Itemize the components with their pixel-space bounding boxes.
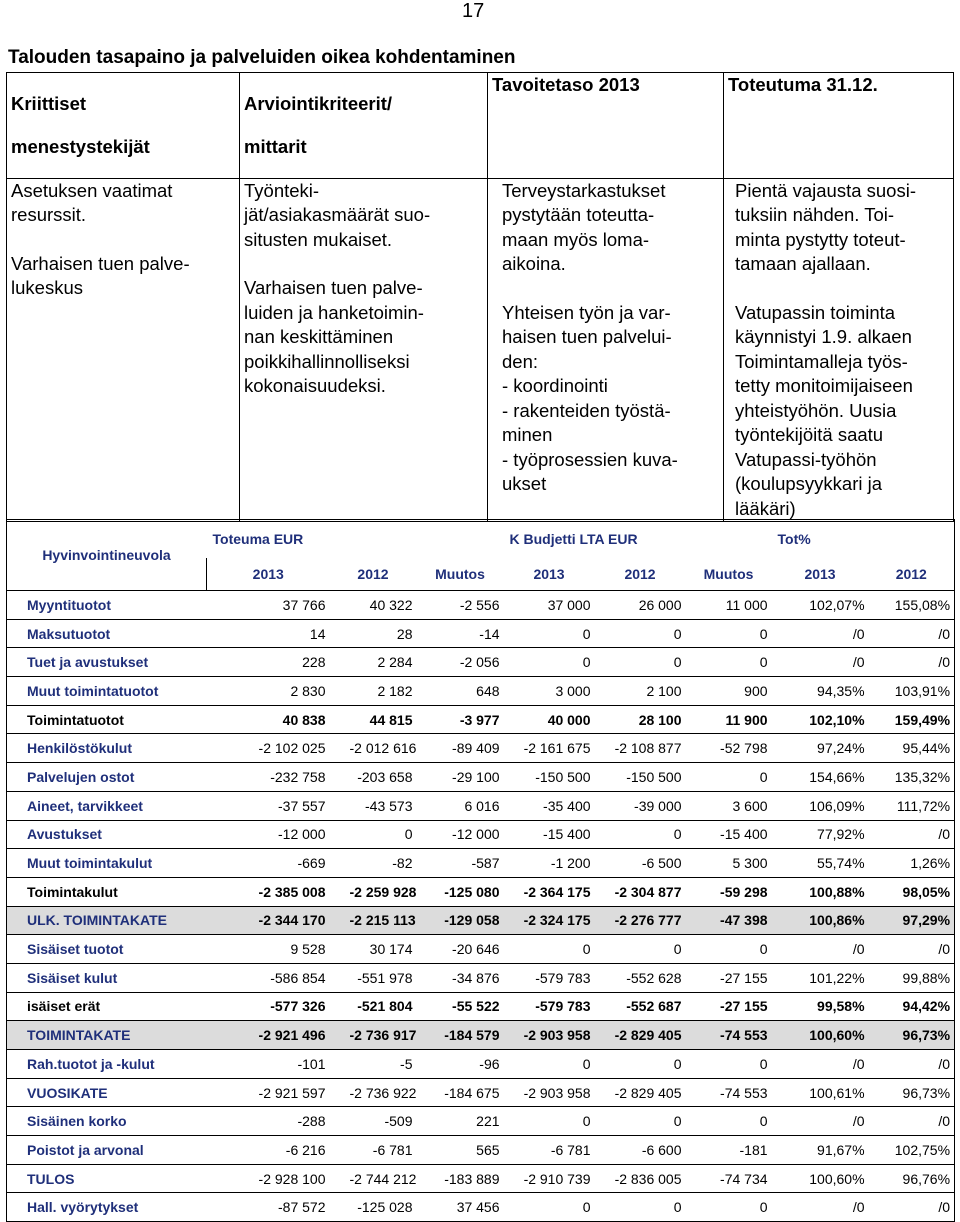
value-cell: 40 838 xyxy=(207,705,330,734)
value-cell: -34 876 xyxy=(417,963,504,992)
cell-line: käynnistyi 1.9. alkaen xyxy=(735,326,912,347)
row-label: Sisäiset tuotot xyxy=(7,935,207,964)
sub-header: Muutos xyxy=(703,566,754,582)
value-cell: 98,05% xyxy=(869,877,955,906)
cell-line: minta pystytty toteut- xyxy=(735,228,906,250)
value-cell: 37 000 xyxy=(504,591,595,620)
value-cell: 135,32% xyxy=(869,763,955,792)
row-label: Hall. vyörytykset xyxy=(7,1193,207,1222)
value-cell: 0 xyxy=(686,619,772,648)
cell-line: lukeskus xyxy=(11,277,83,298)
value-cell: 37 456 xyxy=(417,1193,504,1222)
value-cell: 96,73% xyxy=(869,1021,955,1050)
cell-line: Arviointikriteerit/ xyxy=(244,92,393,114)
value-cell: /0 xyxy=(869,935,955,964)
value-cell: -3 977 xyxy=(417,705,504,734)
value-cell: /0 xyxy=(869,820,955,849)
value-cell: -47 398 xyxy=(686,906,772,935)
value-cell: -15 400 xyxy=(686,820,772,849)
value-cell: 9 528 xyxy=(207,935,330,964)
value-cell: 2 284 xyxy=(330,648,417,677)
value-cell: -2 102 025 xyxy=(207,734,330,763)
value-cell: -2 829 405 xyxy=(595,1021,686,1050)
cell-line: menestystekijät xyxy=(11,135,150,157)
cell-line: Asetuksen vaatimat xyxy=(11,179,173,201)
value-cell: -27 155 xyxy=(686,992,772,1021)
value-cell: 102,10% xyxy=(772,705,869,734)
group-header-row xyxy=(7,520,955,559)
value-cell: -2 836 005 xyxy=(595,1164,686,1193)
cell-line: tamaan ajallaan. xyxy=(735,253,871,274)
cell-line: minen xyxy=(502,424,553,445)
value-cell: -2 385 008 xyxy=(207,877,330,906)
value-cell: -552 687 xyxy=(595,992,686,1021)
value-cell: 2 182 xyxy=(330,677,417,706)
table-row xyxy=(7,591,955,620)
value-cell: 11 900 xyxy=(686,705,772,734)
value-cell: 6 016 xyxy=(417,791,504,820)
cell-line: jät/asiakasmäärät suo- xyxy=(244,204,431,225)
value-cell: 95,44% xyxy=(869,734,955,763)
value-cell: 40 000 xyxy=(504,705,595,734)
value-cell: /0 xyxy=(869,648,955,677)
goals-table xyxy=(6,72,954,522)
table-row xyxy=(7,935,955,964)
cell-line: resurssit. xyxy=(11,204,87,225)
value-cell: 26 000 xyxy=(595,591,686,620)
value-cell: -125 080 xyxy=(417,877,504,906)
table-row xyxy=(7,648,955,677)
value-cell: -2 903 958 xyxy=(504,1078,595,1107)
cell-line xyxy=(244,252,485,276)
value-cell: 159,49% xyxy=(869,705,955,734)
value-cell: -2 736 917 xyxy=(330,1021,417,1050)
group-header: Toteuma EUR xyxy=(207,520,504,559)
value-cell: 97,29% xyxy=(869,906,955,935)
cell-line: (koulupsyykkari ja xyxy=(735,473,883,494)
value-cell: -203 658 xyxy=(330,763,417,792)
cell-line: - koordinointi xyxy=(502,375,608,396)
sub-header: 2013 xyxy=(804,566,836,582)
sub-header: 2013 xyxy=(207,558,330,591)
value-cell: -551 978 xyxy=(330,963,417,992)
value-cell: -577 326 xyxy=(207,992,330,1021)
value-cell: 30 174 xyxy=(330,935,417,964)
value-cell: -43 573 xyxy=(330,791,417,820)
value-cell: -521 804 xyxy=(330,992,417,1021)
value-cell: -586 854 xyxy=(207,963,330,992)
criteria-cell xyxy=(240,178,488,522)
value-cell: /0 xyxy=(772,1107,869,1136)
value-cell: 100,61% xyxy=(772,1078,869,1107)
cell-line: aikoina. xyxy=(502,253,566,274)
cell-line: tetty monitoimijaiseen xyxy=(735,375,913,396)
value-cell: 44 815 xyxy=(330,705,417,734)
value-cell: 28 xyxy=(330,619,417,648)
row-label: ULK. TOIMINTAKATE xyxy=(7,906,207,935)
cell-line: luiden ja hanketoimin- xyxy=(244,301,424,323)
value-cell: 0 xyxy=(504,648,595,677)
value-cell: -52 798 xyxy=(686,734,772,763)
value-cell: 40 322 xyxy=(330,591,417,620)
value-cell: -1 200 xyxy=(504,849,595,878)
value-cell: 14 xyxy=(207,619,330,648)
value-cell: -6 781 xyxy=(330,1136,417,1165)
value-cell: -29 100 xyxy=(417,763,504,792)
value-cell: 102,07% xyxy=(772,591,869,620)
value-cell: 565 xyxy=(417,1136,504,1165)
value-cell: -39 000 xyxy=(595,791,686,820)
value-cell: -509 xyxy=(330,1107,417,1136)
cell-line: Varhaisen tuen palve- xyxy=(11,252,190,274)
value-cell: -6 781 xyxy=(504,1136,595,1165)
value-cell: 2 100 xyxy=(595,677,686,706)
value-cell: 0 xyxy=(686,1193,772,1222)
table-row xyxy=(7,1021,955,1050)
table-row xyxy=(7,677,955,706)
value-cell: -74 553 xyxy=(686,1021,772,1050)
cell-line: Työnteki- xyxy=(244,179,320,201)
cell-line: Pientä vajausta suosi- xyxy=(735,179,916,201)
value-cell: -129 058 xyxy=(417,906,504,935)
value-cell: -96 xyxy=(417,1050,504,1079)
table-row xyxy=(7,877,955,906)
cell-line: maan myös loma- xyxy=(502,228,650,250)
value-cell: 101,22% xyxy=(772,963,869,992)
value-cell: -2 928 100 xyxy=(207,1164,330,1193)
value-cell: -2 829 405 xyxy=(595,1078,686,1107)
row-label: Palvelujen ostot xyxy=(7,763,207,792)
value-cell: 100,88% xyxy=(772,877,869,906)
value-cell: 648 xyxy=(417,677,504,706)
value-cell: 99,58% xyxy=(772,992,869,1021)
value-cell: -2 344 170 xyxy=(207,906,330,935)
table-row xyxy=(7,1164,955,1193)
target-level-cell xyxy=(488,178,724,522)
value-cell: 103,91% xyxy=(869,677,955,706)
row-label: Aineet, tarvikkeet xyxy=(7,791,207,820)
page-number: 17 xyxy=(462,0,485,22)
row-label: Sisäinen korko xyxy=(7,1107,207,1136)
row-label: Sisäiset kulut xyxy=(7,963,207,992)
sub-header: Muutos xyxy=(435,566,485,582)
value-cell: -55 522 xyxy=(417,992,504,1021)
finance-table xyxy=(6,519,955,1222)
value-cell: 154,66% xyxy=(772,763,869,792)
value-cell: 0 xyxy=(686,1107,772,1136)
value-cell: /0 xyxy=(869,1193,955,1222)
value-cell: -59 298 xyxy=(686,877,772,906)
value-cell: 900 xyxy=(686,677,772,706)
sub-header: 2012 xyxy=(624,566,656,582)
value-cell: 106,09% xyxy=(772,791,869,820)
cell-line: Toimintamalleja työs- xyxy=(735,350,908,372)
value-cell: 0 xyxy=(686,763,772,792)
cell-line: Varhaisen tuen palve- xyxy=(244,277,423,298)
value-cell: -14 xyxy=(417,619,504,648)
value-cell: 0 xyxy=(686,935,772,964)
table-row xyxy=(7,1107,955,1136)
row-label: Muut toimintakulut xyxy=(7,849,207,878)
cell-line: - työprosessien kuva- xyxy=(502,448,678,470)
value-cell: -27 155 xyxy=(686,963,772,992)
row-label: TULOS xyxy=(7,1164,207,1193)
value-cell: -2 744 212 xyxy=(330,1164,417,1193)
sub-header: 2012 xyxy=(357,566,389,582)
value-cell: -2 108 877 xyxy=(595,734,686,763)
cell-line xyxy=(11,228,237,252)
table-row xyxy=(7,992,955,1021)
header-criteria xyxy=(240,73,488,179)
row-label: Myyntituotot xyxy=(7,591,207,620)
value-cell: 100,60% xyxy=(772,1021,869,1050)
table-row xyxy=(7,791,955,820)
value-cell: 100,60% xyxy=(772,1164,869,1193)
cell-line: situsten mukaiset. xyxy=(244,228,393,250)
cell-line: den: xyxy=(502,350,539,372)
table-row xyxy=(7,1050,955,1079)
table-row xyxy=(7,820,955,849)
row-label: Muut toimintatuotot xyxy=(7,677,207,706)
value-cell: 77,92% xyxy=(772,820,869,849)
value-cell: -579 783 xyxy=(504,992,595,1021)
value-cell: 0 xyxy=(686,1050,772,1079)
value-cell: -5 xyxy=(330,1050,417,1079)
group-header: K Budjetti LTA EUR xyxy=(504,520,772,559)
value-cell: /0 xyxy=(772,1050,869,1079)
cell-line: työntekijöitä saatu xyxy=(735,424,884,445)
value-cell: -101 xyxy=(207,1050,330,1079)
value-cell: -37 557 xyxy=(207,791,330,820)
row-label: Avustukset xyxy=(7,820,207,849)
cell-line xyxy=(502,277,721,301)
value-cell: /0 xyxy=(772,648,869,677)
value-cell: 155,08% xyxy=(869,591,955,620)
value-cell: -2 161 675 xyxy=(504,734,595,763)
critical-factors-cell xyxy=(7,178,240,522)
value-cell: -2 215 113 xyxy=(330,906,417,935)
value-cell: -552 628 xyxy=(595,963,686,992)
value-cell: 96,73% xyxy=(869,1078,955,1107)
cell-line: Vatupassi-työhön xyxy=(735,448,877,470)
cell-line: Vatupassin toiminta xyxy=(735,301,896,323)
value-cell: -288 xyxy=(207,1107,330,1136)
row-label: Maksutuotot xyxy=(7,619,207,648)
value-cell: -6 600 xyxy=(595,1136,686,1165)
table-row xyxy=(7,619,955,648)
value-cell: 11 000 xyxy=(686,591,772,620)
cell-line: ukset xyxy=(502,473,547,494)
realization-cell xyxy=(724,178,954,522)
table-row xyxy=(7,906,955,935)
value-cell: /0 xyxy=(772,1193,869,1222)
value-cell: 100,86% xyxy=(772,906,869,935)
value-cell: -2 304 877 xyxy=(595,877,686,906)
value-cell: -125 028 xyxy=(330,1193,417,1222)
value-cell: -6 216 xyxy=(207,1136,330,1165)
value-cell: 0 xyxy=(504,935,595,964)
value-cell: /0 xyxy=(772,619,869,648)
value-cell: -2 921 597 xyxy=(207,1078,330,1107)
value-cell: -82 xyxy=(330,849,417,878)
value-cell: -89 409 xyxy=(417,734,504,763)
value-cell: 0 xyxy=(595,648,686,677)
value-cell: -184 579 xyxy=(417,1021,504,1050)
value-cell: 0 xyxy=(595,619,686,648)
value-cell: 0 xyxy=(504,1193,595,1222)
value-cell: 97,24% xyxy=(772,734,869,763)
table-row xyxy=(7,734,955,763)
value-cell: 28 100 xyxy=(595,705,686,734)
cell-line: yhteistyöhön. Uusia xyxy=(735,399,897,421)
value-cell: -20 646 xyxy=(417,935,504,964)
value-cell: -2 012 616 xyxy=(330,734,417,763)
value-cell: 96,76% xyxy=(869,1164,955,1193)
value-cell: 0 xyxy=(595,1107,686,1136)
header-target-level: Tavoitetaso 2013 xyxy=(488,73,724,179)
value-cell: -579 783 xyxy=(504,963,595,992)
value-cell: /0 xyxy=(869,1050,955,1079)
value-cell: 3 000 xyxy=(504,677,595,706)
value-cell: -2 921 496 xyxy=(207,1021,330,1050)
value-cell: 2 830 xyxy=(207,677,330,706)
table-row xyxy=(7,963,955,992)
value-cell: -184 675 xyxy=(417,1078,504,1107)
cell-line: kokonaisuudeksi. xyxy=(244,375,386,396)
value-cell: 0 xyxy=(504,1050,595,1079)
value-cell: -87 572 xyxy=(207,1193,330,1222)
group-header: Tot% xyxy=(772,520,955,559)
cell-line: haisen tuen palvelui- xyxy=(502,326,672,347)
row-label: Henkilöstökulut xyxy=(7,734,207,763)
value-cell: -150 500 xyxy=(504,763,595,792)
value-cell: -15 400 xyxy=(504,820,595,849)
value-cell: 111,72% xyxy=(869,791,955,820)
cell-line: nan keskittäminen xyxy=(244,326,394,347)
value-cell: /0 xyxy=(869,619,955,648)
row-label: Tuet ja avustukset xyxy=(7,648,207,677)
value-cell: 37 766 xyxy=(207,591,330,620)
value-cell: -6 500 xyxy=(595,849,686,878)
row-label: Rah.tuotot ja -kulut xyxy=(7,1050,207,1079)
value-cell: 0 xyxy=(686,648,772,677)
value-cell: -2 903 958 xyxy=(504,1021,595,1050)
value-cell: 0 xyxy=(595,1050,686,1079)
header-critical-factors xyxy=(7,73,240,179)
value-cell: 0 xyxy=(595,935,686,964)
value-cell: -2 276 777 xyxy=(595,906,686,935)
value-cell: 94,42% xyxy=(869,992,955,1021)
cell-line xyxy=(735,277,951,301)
value-cell: -2 259 928 xyxy=(330,877,417,906)
table-row xyxy=(7,705,955,734)
unit-label: Hyvinvointineuvola xyxy=(7,520,207,591)
value-cell: 5 300 xyxy=(686,849,772,878)
row-label: VUOSIKATE xyxy=(7,1078,207,1107)
value-cell: -2 736 922 xyxy=(330,1078,417,1107)
value-cell: -74 553 xyxy=(686,1078,772,1107)
value-cell: 0 xyxy=(504,1107,595,1136)
value-cell: 102,75% xyxy=(869,1136,955,1165)
value-cell: -2 324 175 xyxy=(504,906,595,935)
section-title: Talouden tasapaino ja palveluiden oikea kohdentaminen xyxy=(8,47,516,68)
sub-header: 2013 xyxy=(533,566,565,582)
value-cell: -2 910 739 xyxy=(504,1164,595,1193)
value-cell: -2 364 175 xyxy=(504,877,595,906)
value-cell: -12 000 xyxy=(207,820,330,849)
table-row xyxy=(7,1193,955,1222)
sub-header: 2012 xyxy=(869,558,955,591)
value-cell: /0 xyxy=(772,935,869,964)
value-cell: 0 xyxy=(504,619,595,648)
value-cell: 55,74% xyxy=(772,849,869,878)
value-cell: -2 056 xyxy=(417,648,504,677)
table-row xyxy=(7,1078,955,1107)
value-cell: -669 xyxy=(207,849,330,878)
cell-line: mittarit xyxy=(244,135,307,157)
value-cell: 3 600 xyxy=(686,791,772,820)
value-cell: -12 000 xyxy=(417,820,504,849)
table-row xyxy=(7,1136,955,1165)
row-label: Poistot ja arvonal xyxy=(7,1136,207,1165)
value-cell: 0 xyxy=(595,820,686,849)
value-cell: 228 xyxy=(207,648,330,677)
value-cell: -183 889 xyxy=(417,1164,504,1193)
row-label: Toimintatuotot xyxy=(7,705,207,734)
cell-line: Yhteisen työn ja var- xyxy=(502,301,671,323)
value-cell: -587 xyxy=(417,849,504,878)
row-label: TOIMINTAKATE xyxy=(7,1021,207,1050)
cell-line: poikkihallinnolliseksi xyxy=(244,350,410,372)
cell-line: Terveystarkastukset xyxy=(502,179,666,201)
table-row xyxy=(7,763,955,792)
value-cell: 99,88% xyxy=(869,963,955,992)
value-cell: 94,35% xyxy=(772,677,869,706)
value-cell: -35 400 xyxy=(504,791,595,820)
row-label: Toimintakulut xyxy=(7,877,207,906)
value-cell: -232 758 xyxy=(207,763,330,792)
cell-line: pystytään toteutta- xyxy=(502,204,655,225)
value-cell: 1,26% xyxy=(869,849,955,878)
value-cell: -181 xyxy=(686,1136,772,1165)
value-cell: -2 556 xyxy=(417,591,504,620)
cell-line: - rakenteiden työstä- xyxy=(502,399,671,421)
value-cell: 91,67% xyxy=(772,1136,869,1165)
value-cell: -74 734 xyxy=(686,1164,772,1193)
row-label: isäiset erät xyxy=(7,992,207,1021)
cell-line: Kriittiset xyxy=(11,92,87,114)
value-cell: 221 xyxy=(417,1107,504,1136)
value-cell: 0 xyxy=(330,820,417,849)
value-cell: -150 500 xyxy=(595,763,686,792)
value-cell: 0 xyxy=(595,1193,686,1222)
table-row xyxy=(7,849,955,878)
header-realization: Toteutuma 31.12. xyxy=(724,73,954,179)
value-cell: /0 xyxy=(869,1107,955,1136)
cell-line: tuksiin nähden. Toi- xyxy=(735,204,895,225)
cell-line: lääkäri) xyxy=(735,497,796,519)
